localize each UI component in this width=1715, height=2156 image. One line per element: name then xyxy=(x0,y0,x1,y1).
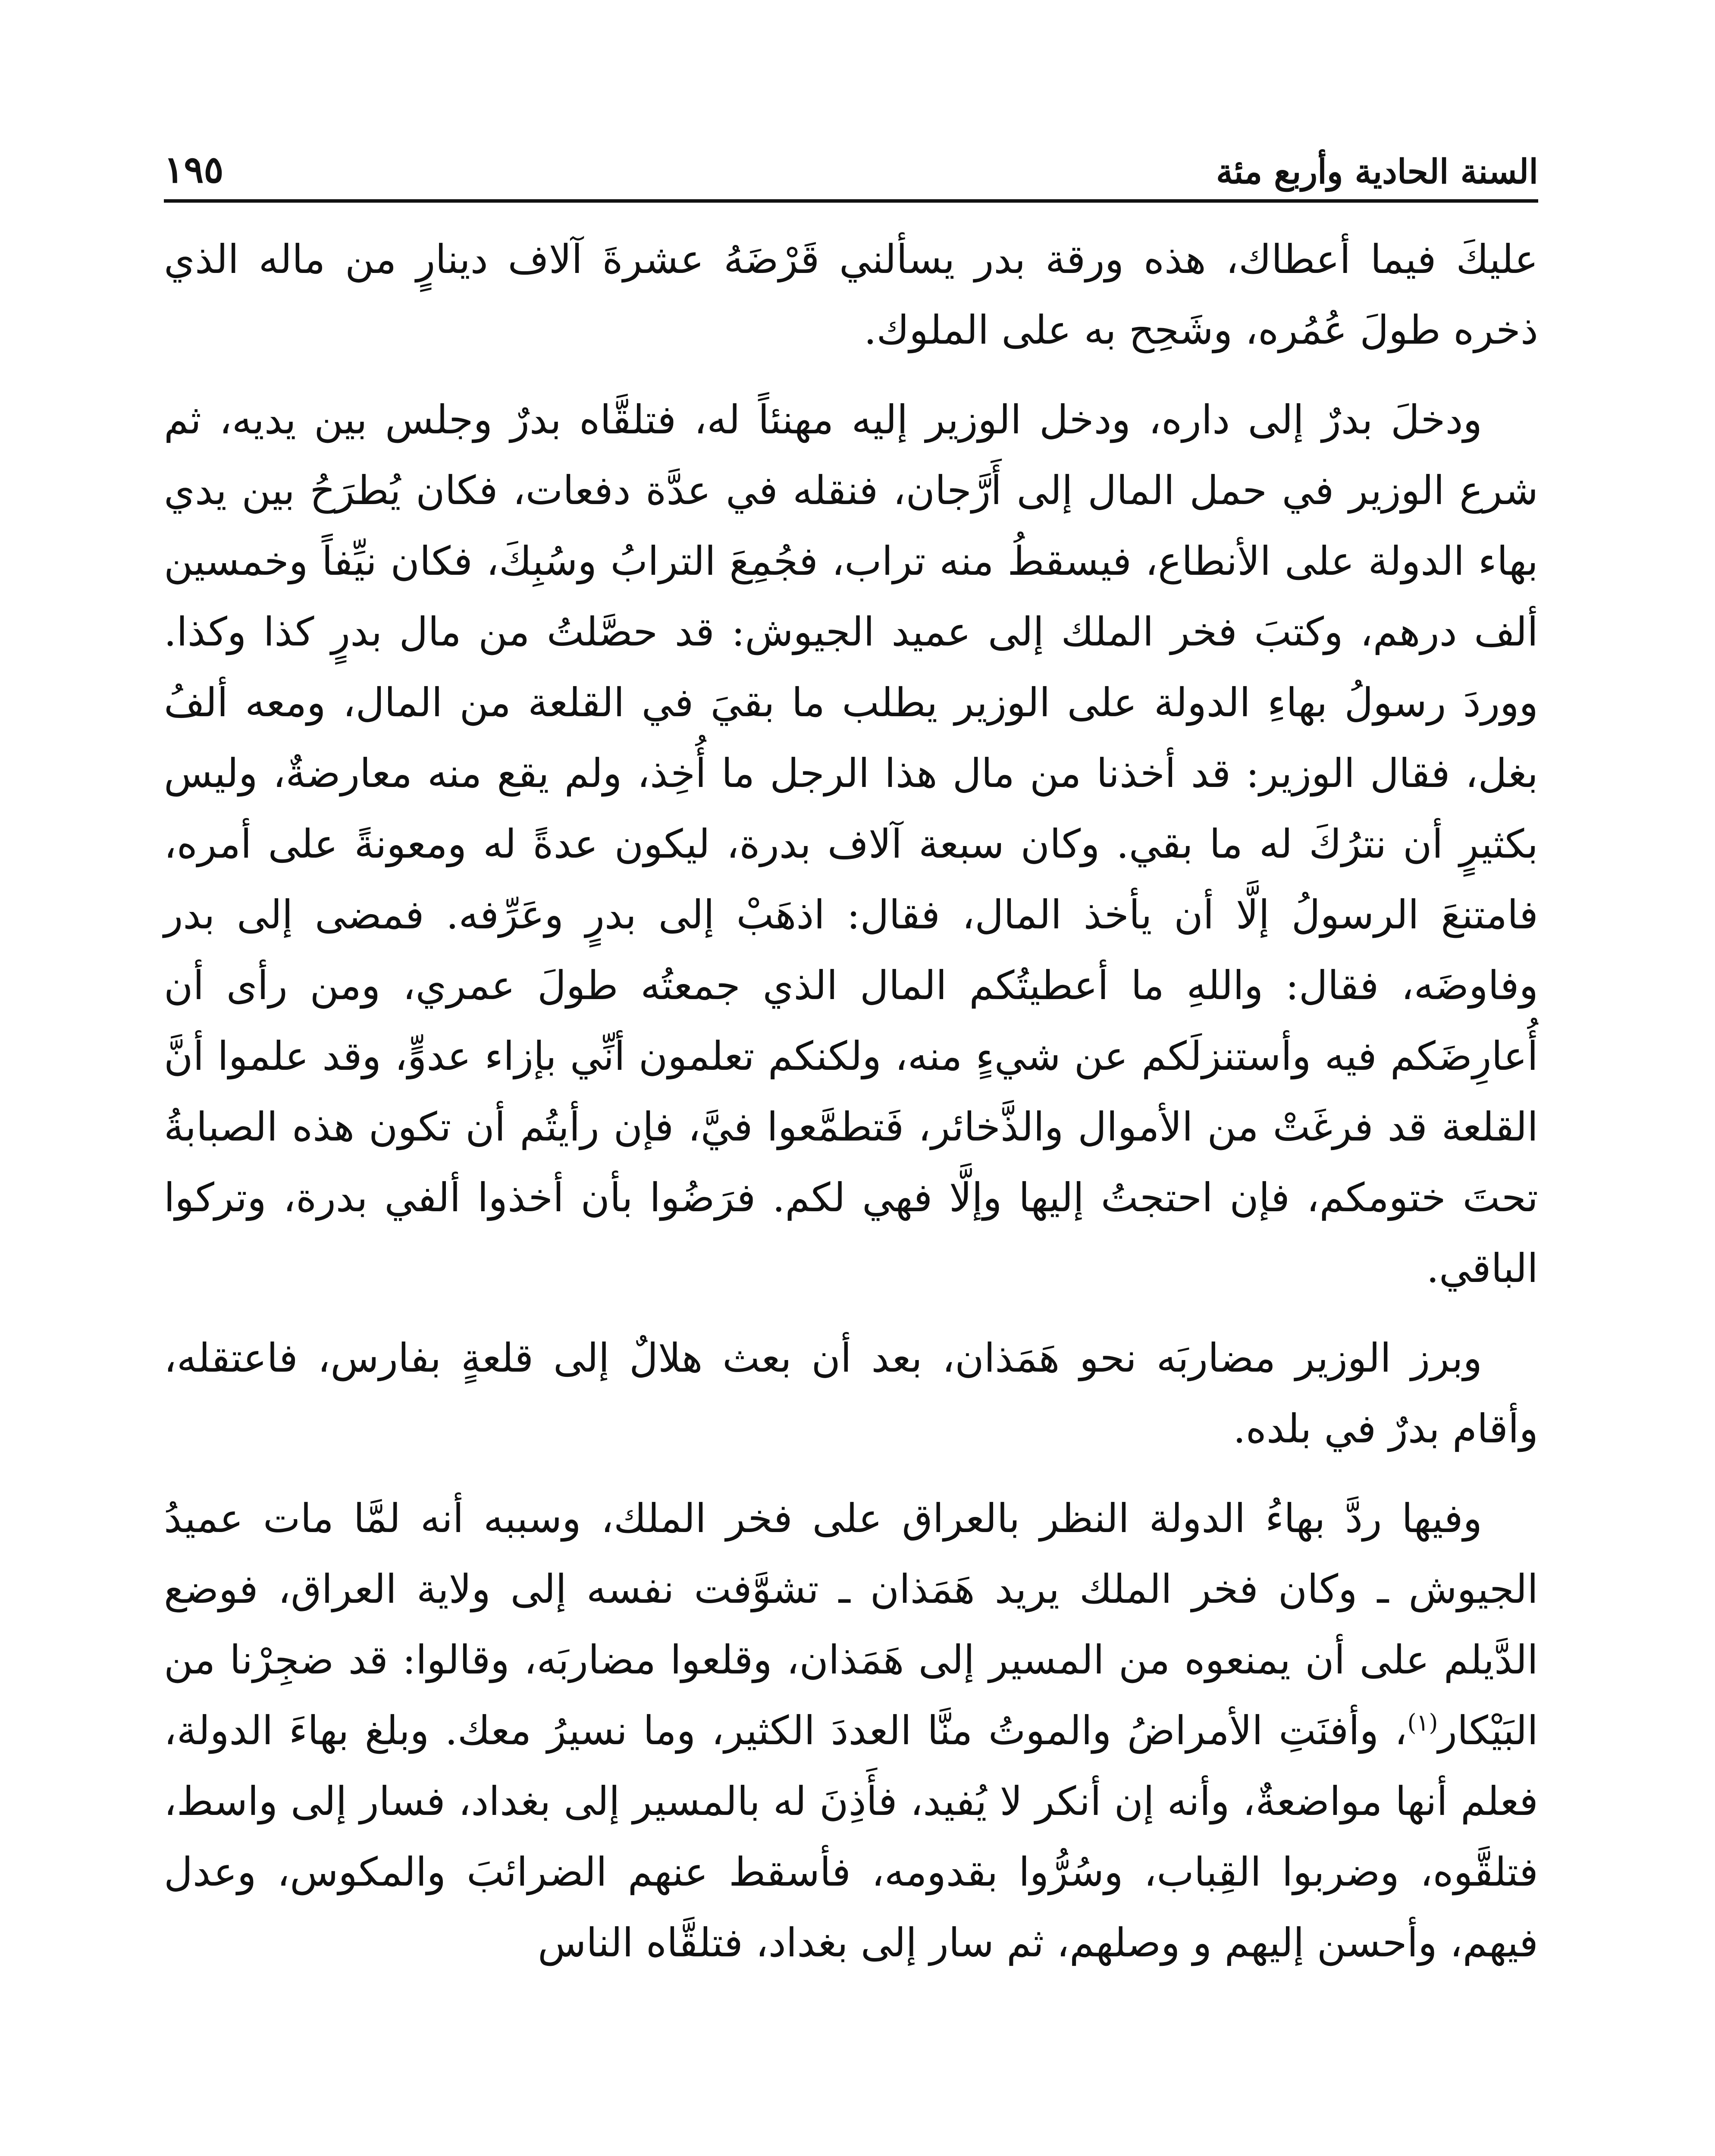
running-title: السنة الحادية وأربع مئة xyxy=(1216,152,1538,191)
page-header xyxy=(164,129,1538,203)
page-number: ١٩٥ xyxy=(164,148,224,191)
footnote-reference: (١) xyxy=(1407,1709,1438,1736)
paragraph-4-text-start: وفيها ردَّ بهاءُ الدولة النظر بالعراق على فخر الملك، وسببه أنه لمَّا مات عميدُ الجيوش ـ وكان فخر الملك يريد هَمَذان ـ تشوَّفت نفسه إلى ولاية العراق، فوضع الدَّيلم على أن يمنعوه من المسير إلى هَمَذان، وقلعوا مضاربَه، وقالوا: قد ضجِرْنا من البَيْكار xyxy=(164,1495,1538,1754)
paragraph-4-text-end: ، وأفنَتِ الأمراضُ والموتُ منَّا العددَ الكثير، وما نسيرُ معك. وبلغ بهاءَ الدولة، فعلم أنها مواضعةٌ، وأنه إن أنكر لا يُفيد، فأَذِنَ له بالمسير إلى بغداد، فسار إلى واسط، فتلقَّوه، وضربوا القِباب، وسُرُّوا بقدومه، فأسقط عنهم الضرائبَ والمكوس، وعدل فيهم، وأحسن إليهم و وصلهم، ثم سار إلى بغداد، فتلقَّاه الناس xyxy=(164,1708,1538,1966)
paragraph-1: عليكَ فيما أعطاك، هذه ورقة بدر يسألني قَرْضَهُ عشرةَ آلاف دينارٍ من ماله الذي ذخره طولَ عُمُره، وشَحِح به على الملوك. xyxy=(164,236,1538,353)
body-text xyxy=(164,224,1538,1997)
paragraph-2: ودخلَ بدرٌ إلى داره، ودخل الوزير إليه مهنئاً له، فتلقَّاه بدرٌ وجلس بين يديه، ثم شرع الوزير في حمل المال إلى أَرَّجان، فنقله في عدَّة دفعات، فكان يُطرَحُ بين يدي بهاء الدولة على الأنطاع، فيسقطُ منه تراب، فجُمِعَ الترابُ وسُبِكَ، فكان نيِّفاً وخمسين ألف درهم، وكتبَ فخر الملك إلى عميد الجيوش: قد حصَّلتُ من مال بدرٍ كذا وكذا. ووردَ رسولُ بهاءِ الدولة على الوزير يطلب ما بقيَ في القلعة من المال، ومعه ألفُ بغل، فقال الوزير: قد أخذنا من مال هذا الرجل ما أُخِذ، ولم يقع منه معارضةٌ، وليس بكثيرٍ أن نترُكَ له ما بقي. وكان سبعة آلاف بدرة، ليكون عدةً له ومعونةً على أمره، فامتنعَ الرسولُ إلَّا أن يأخذ المال، فقال: اذهَبْ إلى بدرٍ وعَرِّفه. فمضى إلى بدر وفاوضَه، فقال: واللهِ ما أعطيتُكم المال الذي جمعتُه طولَ عمري، ومن رأى أن أُعارِضَكم فيه وأستنزلَكم عن شيءٍ منه، ولكنكم تعلمون أنِّي بإزاء عدوٍّ، وقد علموا أنَّ القلعة قد فرغَتْ من الأموال والذَّخائر، فَتطمَّعوا فيَّ، فإن رأيتُم أن تكون هذه الصبابةُ تحتَ ختومكم، فإن احتجتُ إليها وإلَّا فهي لكم. فرَضُوا بأن أخذوا ألفي بدرة، وتركوا الباقي. xyxy=(164,397,1539,1291)
paragraph-4 xyxy=(164,1483,1538,1978)
paragraph-3: وبرز الوزير مضاربَه نحو هَمَذان، بعد أن بعث هلالٌ إلى قلعةٍ بفارس، فاعتقله، وأقام بدرٌ في بلده. xyxy=(164,1335,1538,1452)
